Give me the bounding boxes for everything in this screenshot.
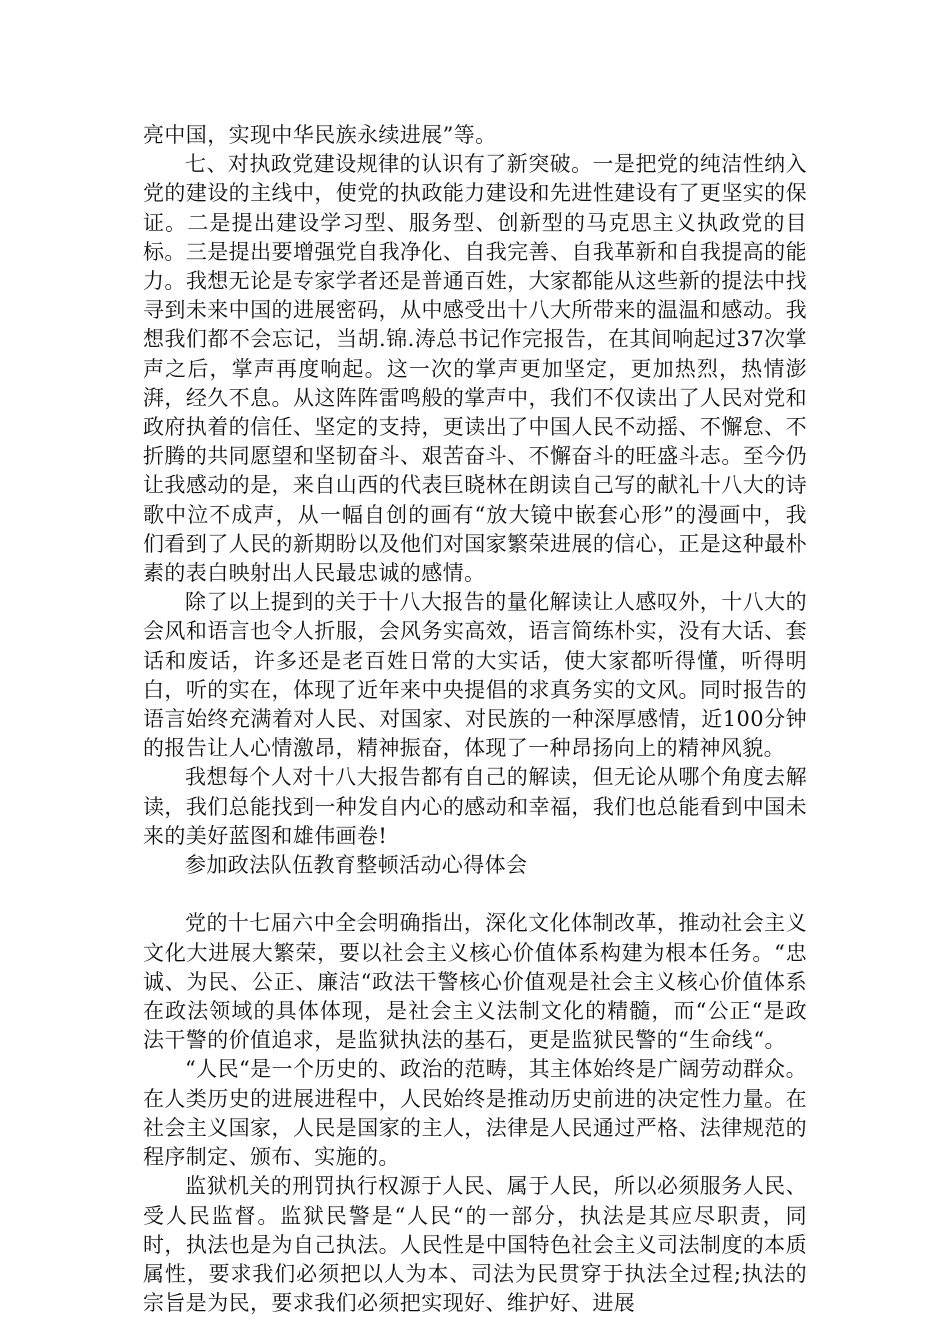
paragraph-interpretation: 我想每个人对十八大报告都有自己的解读，但无论从哪个角度去解读，我们总能找到一种发自内心的感动和幸福，我们也总能看到中国未来的美好蓝图和雄伟画卷!: [143, 765, 807, 848]
paragraph-party-building: 七、对执政党建设规律的认识有了新突破。一是把党的纯洁性纳入党的建设的主线中，使党的执政能力建设和先进性建设有了更坚实的保证。二是提出建设学习型、服务型、创新型的马克思主义执政党的目标。三是提出要增强党自我净化、自我完善、自我革新和自我提高的能力。我想无论是专家学者还是普通百姓，大家都能从这些新的提法中找寻到未来中国的进展密码，从中感受出十八大所带来的温温和感动。我想我们都不会忘记，当胡.锦.涛总书记作完报告，在其间响起过37次掌声之后，掌声再度响起。这一次的掌声更加坚定，更加热烈，热情澎湃，经久不息。从这阵阵雷鸣般的掌声中，我们不仅读出了人民对党和政府执着的信任、坚定的支持，更读出了中国人民不动摇、不懈怠、不折腾的共同愿望和坚韧奋斗、艰苦奋斗、不懈奋斗的旺盛斗志。至今仍让我感动的是，来自山西的代表巨晓林在朗读自己写的献礼十八大的诗歌中泣不成声，从一幅自创的画有“放大镜中嵌套心形”的漫画中，我们看到了人民的新期盼以及他们对国家繁荣进展的信心，正是这种最朴素的表白映射出人民最忠诚的感情。: [143, 152, 807, 586]
section-title: 参加政法队伍教育整顿活动心得体会: [185, 853, 528, 878]
blank-line: [143, 880, 807, 909]
document-body: [143, 121, 807, 1318]
paragraph-prison-enforcement: 监狱机关的刑罚执行权源于人民、属于人民，所以必须服务人民、受人民监督。监狱民警是“人民“的一部分，执法是其应尽职责，同时，执法也是为自己执法。人民性是中国特色社会主义司法制度的本质属性，要求我们必须把以人为本、司法为民贯穿于执法全过程;执法的宗旨是为民，要求我们必须把实现好、维护好、进展: [143, 1174, 807, 1316]
paragraph-meeting-style: 除了以上提到的关于十八大报告的量化解读让人感叹外，十八大的会风和语言也令人折服，会风务实高效，语言简练朴实，没有大话、套话和废话，许多还是老百姓日常的大实话，使大家都听得懂，听得明白，听的实在，体现了近年来中央提倡的求真务实的文风。同时报告的语言始终充满着对人民、对国家、对民族的一种深厚感情，近100分钟的报告让人心情激昂，精神振奋，体现了一种昂扬向上的精神风貌。: [143, 590, 807, 761]
lead-paragraph: 亮中国，实现中华民族永续进展”等。: [143, 123, 497, 147]
paragraph-people: “人民“是一个历史的、政治的范畴，其主体始终是广阔劳动群众。在人类历史的进展进程中，人民始终是推动历史前进的决定性力量。在社会主义国家，人民是国家的主人，法律是人民通过严格、法律规范的程序制定、颁布、实施的。: [143, 1057, 807, 1170]
paragraph-core-values: 党的十七届六中全会明确指出，深化文化体制改革，推动社会主义文化大进展大繁荣，要以社会主义核心价值体系构建为根本任务。“忠诚、为民、公正、廉洁“政法干警核心价值观是社会主义核心价值体系在政法领域的具体体现，是社会主义法制文化的精髓，而“公正“是政法干警的价值追求，是监狱执法的基石，更是监狱民警的“生命线“。: [143, 911, 807, 1053]
